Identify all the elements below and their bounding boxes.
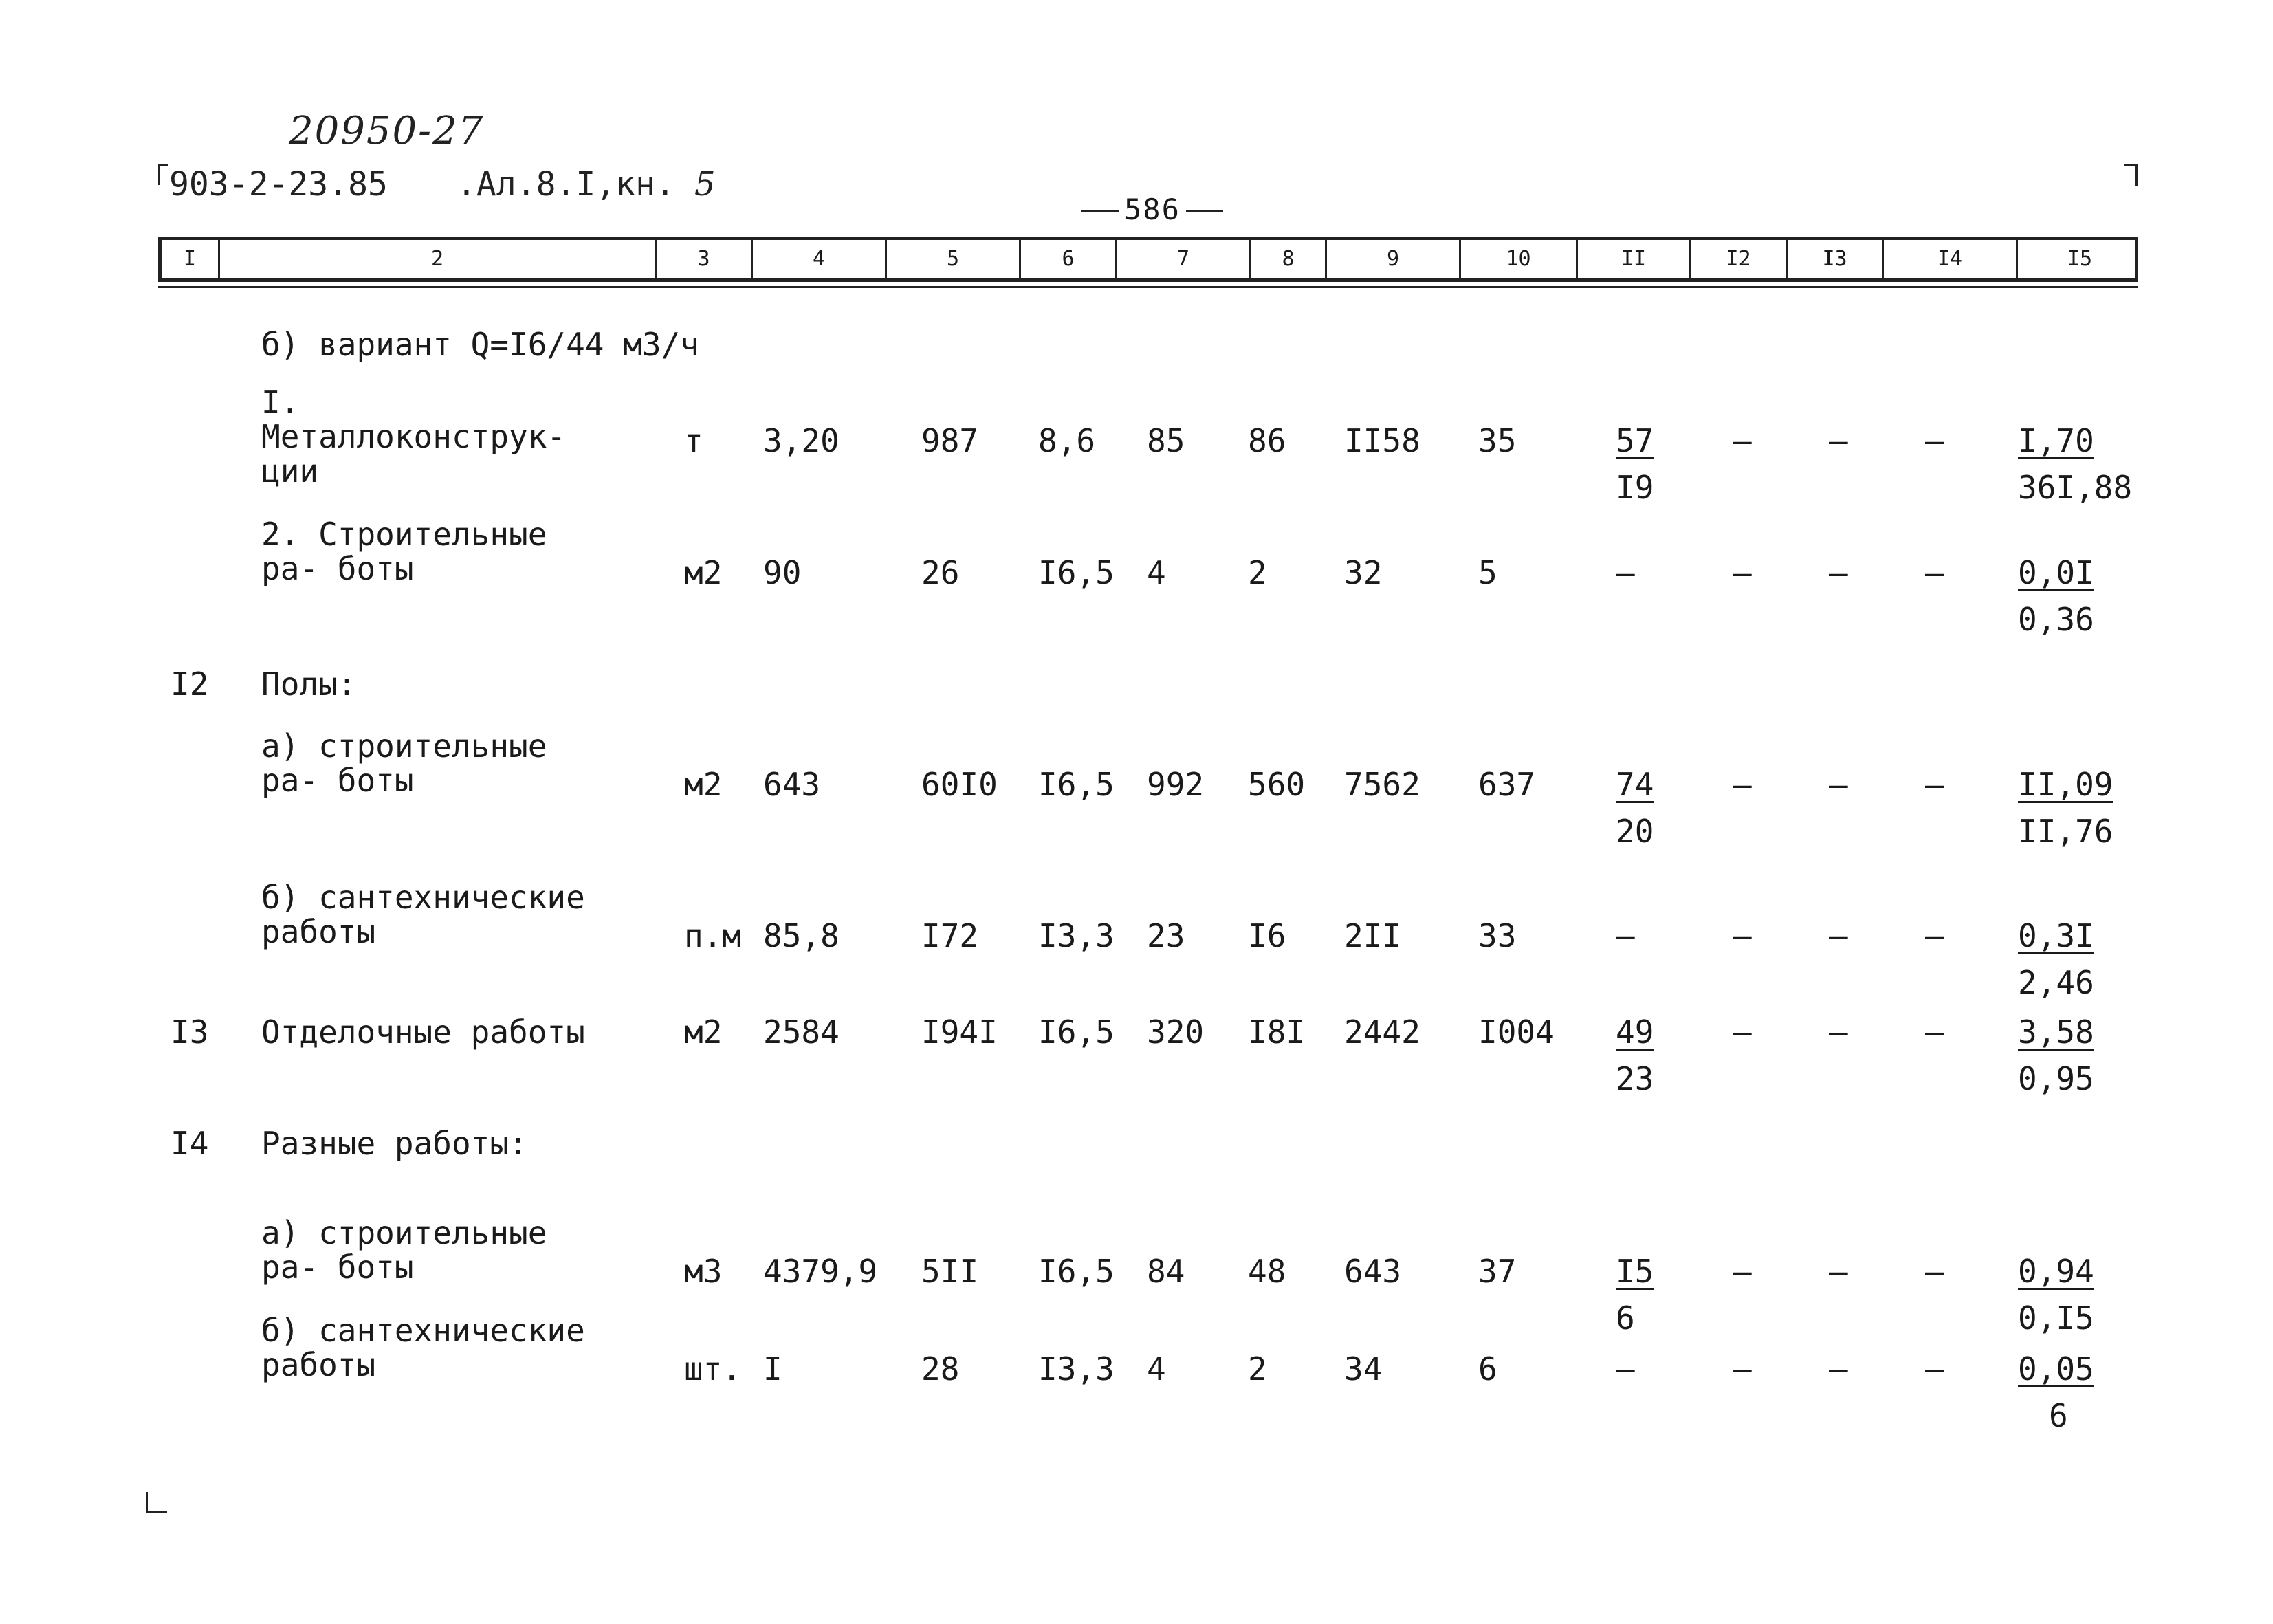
value-cell-9: 7562 [1344,766,1420,803]
value-cell-8: 2 [1248,1350,1267,1387]
value-cell-10: 33 [1478,917,1517,954]
value-cell-13: – [1829,422,1848,459]
value-cell-11-bottom: 23 [1616,1060,1654,1097]
value-cell-15-top: 0,0I [2018,554,2094,591]
column-header-4: 4 [753,240,887,278]
value-cell-4: 3,20 [763,422,839,459]
row-number: I2 [171,666,209,703]
value-cell-14: – [1925,422,1944,459]
value-cell-8: 48 [1248,1253,1286,1290]
row-name: б) вариант Q=I6/44 м3/ч [261,326,699,363]
value-cell-15-bottom: 0,I5 [2018,1299,2094,1337]
value-cell-12: – [1733,1013,1752,1051]
value-cell-15-bottom: II,76 [2018,813,2113,850]
unit-cell: шт. [684,1350,742,1387]
value-cell-11-top: – [1616,1350,1635,1387]
page-number-value: 586 [1124,193,1181,226]
value-cell-12: – [1733,766,1752,803]
row-name: Полы: [261,666,357,703]
value-cell-15-top: II,09 [2018,766,2113,803]
value-cell-7: 4 [1147,554,1166,591]
page-dash-left [1081,210,1119,212]
value-cell-9: 2II [1344,917,1402,954]
value-cell-12: – [1733,1253,1752,1290]
corner-mark-top-right [2124,164,2138,186]
row-name: Отделочные работы [261,1013,585,1051]
value-cell-15-bottom: 0,36 [2018,601,2094,638]
unit-cell: м2 [684,554,723,591]
value-cell-4: 4379,9 [763,1253,878,1290]
value-cell-9: II58 [1344,422,1420,459]
value-cell-13: – [1829,1013,1848,1051]
row-name: Разные работы: [261,1125,528,1162]
unit-cell: м3 [684,1253,723,1290]
value-cell-6: I6,5 [1038,1253,1114,1290]
value-cell-14: – [1925,766,1944,803]
value-cell-8: 560 [1248,766,1306,803]
row-name: I. Металлоконструк- ции [261,384,567,490]
value-cell-8: 2 [1248,554,1267,591]
book-number: 5 [694,165,716,204]
value-cell-11-bottom: 6 [1616,1299,1635,1337]
value-cell-7: 992 [1147,766,1205,803]
value-cell-10: 5 [1478,554,1497,591]
value-cell-14: – [1925,1350,1944,1387]
value-cell-15-top: 3,58 [2018,1013,2094,1051]
value-cell-12: – [1733,1350,1752,1387]
row-name: б) сантехнические работы [261,1312,585,1383]
page-dash-right [1186,210,1223,212]
value-cell-15-top: 0,05 [2018,1350,2094,1387]
value-cell-6: I3,3 [1038,1350,1114,1387]
value-cell-10: I004 [1478,1013,1555,1051]
value-cell-6: I6,5 [1038,1013,1114,1051]
value-cell-4: 90 [763,554,802,591]
value-cell-13: – [1829,766,1848,803]
value-cell-11-top: 74 [1616,766,1654,803]
column-header-2: 2 [220,240,657,278]
unit-cell: м2 [684,766,723,803]
value-cell-13: – [1829,554,1848,591]
value-cell-12: – [1733,422,1752,459]
column-header-8: 8 [1251,240,1327,278]
value-cell-15-bottom: 2,46 [2018,964,2094,1001]
column-header-11: II [1578,240,1691,278]
value-cell-6: I6,5 [1038,554,1114,591]
row-number: I4 [171,1125,209,1162]
value-cell-13: – [1829,917,1848,954]
value-cell-6: I6,5 [1038,766,1114,803]
column-number-header [158,237,2138,282]
document-reference: .Ал.8.I,кн. [457,165,675,204]
value-cell-11-bottom: 20 [1616,813,1654,850]
column-header-3: 3 [657,240,753,278]
value-cell-14: – [1925,1013,1944,1051]
value-cell-9: 2442 [1344,1013,1420,1051]
value-cell-11-bottom: I9 [1616,469,1654,506]
value-cell-4: 2584 [763,1013,839,1051]
value-cell-5: 26 [921,554,960,591]
value-cell-5: I94I [921,1013,998,1051]
value-cell-15-top: 0,3I [2018,917,2094,954]
column-header-14: I4 [1884,240,2018,278]
value-cell-15-bottom: 6 [2049,1397,2068,1434]
value-cell-7: 85 [1147,422,1185,459]
handwritten-archive-code: 20950-27 [289,109,485,153]
value-cell-6: I3,3 [1038,917,1114,954]
value-cell-9: 643 [1344,1253,1402,1290]
row-number: I3 [171,1013,209,1051]
value-cell-7: 320 [1147,1013,1205,1051]
value-cell-10: 6 [1478,1350,1497,1387]
value-cell-15-top: 0,94 [2018,1253,2094,1290]
value-cell-5: 5II [921,1253,979,1290]
corner-mark-top-left [158,164,168,185]
value-cell-15-bottom: 36I,88 [2018,469,2133,506]
value-cell-11-top: – [1616,917,1635,954]
value-cell-11-top: – [1616,554,1635,591]
value-cell-7: 84 [1147,1253,1185,1290]
value-cell-6: 8,6 [1038,422,1096,459]
value-cell-12: – [1733,917,1752,954]
value-cell-9: 34 [1344,1350,1383,1387]
column-header-12: I2 [1691,240,1788,278]
column-header-9: 9 [1327,240,1461,278]
column-header-15: I5 [2067,247,2093,271]
column-header-5: 5 [887,240,1021,278]
value-cell-4: 643 [763,766,821,803]
value-cell-14: – [1925,1253,1944,1290]
value-cell-11-top: 57 [1616,422,1654,459]
value-cell-5: 28 [921,1350,960,1387]
value-cell-4: I [763,1350,782,1387]
value-cell-13: – [1829,1350,1848,1387]
value-cell-8: 86 [1248,422,1286,459]
value-cell-5: 987 [921,422,979,459]
value-cell-5: I72 [921,917,979,954]
row-name: б) сантехнические работы [261,879,585,950]
value-cell-10: 37 [1478,1253,1517,1290]
value-cell-14: – [1925,917,1944,954]
value-cell-12: – [1733,554,1752,591]
value-cell-15-bottom: 0,95 [2018,1060,2094,1097]
row-name: а) строительные ра- боты [261,1214,547,1286]
value-cell-7: 23 [1147,917,1185,954]
value-cell-8: I6 [1248,917,1286,954]
row-name: а) строительные ра- боты [261,727,547,799]
value-cell-13: – [1829,1253,1848,1290]
row-name: 2. Строительные ра- боты [261,516,547,587]
value-cell-11-top: 49 [1616,1013,1654,1051]
value-cell-11-top: I5 [1616,1253,1654,1290]
value-cell-8: I8I [1248,1013,1306,1051]
value-cell-10: 35 [1478,422,1517,459]
column-header-10: 10 [1461,240,1578,278]
column-header-7: 7 [1117,240,1251,278]
value-cell-15-top: I,70 [2018,422,2094,459]
column-header-1: I [162,240,220,278]
unit-cell: п.м [684,917,742,954]
value-cell-10: 637 [1478,766,1536,803]
value-cell-4: 85,8 [763,917,839,954]
value-cell-5: 60I0 [921,766,998,803]
column-header-13: I3 [1788,240,1884,278]
document-code: 903-2-23.85 [169,165,388,204]
unit-cell: т [684,422,703,459]
value-cell-14: – [1925,554,1944,591]
value-cell-7: 4 [1147,1350,1166,1387]
corner-mark-bottom-left [146,1492,167,1513]
page-number [1076,193,1229,226]
unit-cell: м2 [684,1013,723,1051]
value-cell-9: 32 [1344,554,1383,591]
column-header-6: 6 [1021,240,1117,278]
